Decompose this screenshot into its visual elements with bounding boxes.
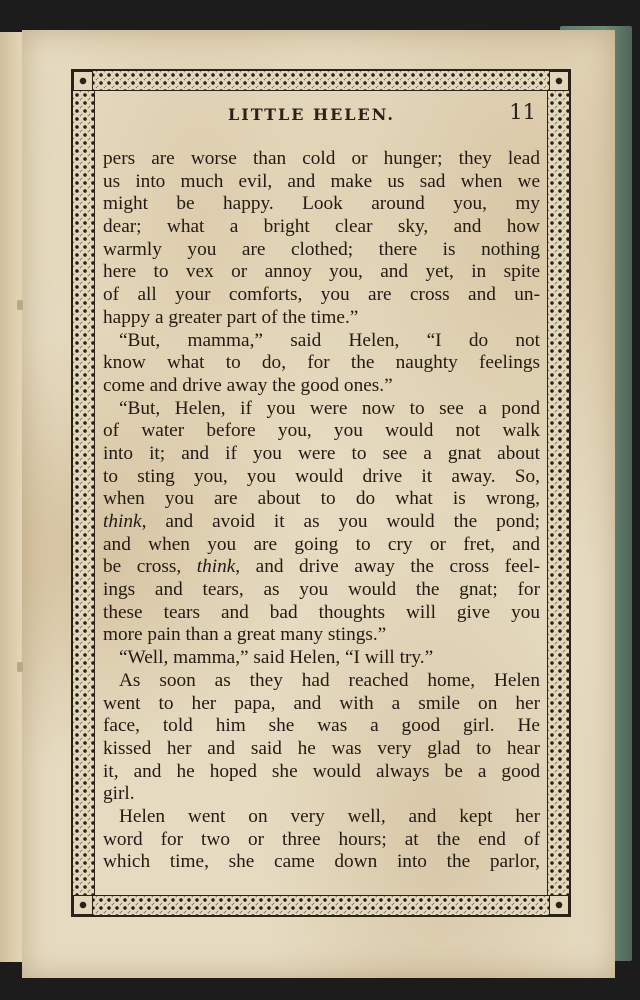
border-corner-ornament: [73, 895, 93, 915]
text-line: face, told him she was a good girl. He: [103, 715, 540, 737]
border-band-left: [73, 91, 95, 895]
text-line: went to her papa, and with a smile on her: [103, 692, 540, 714]
text-line: ings and tears, as you would the gnat; for: [103, 579, 540, 601]
text-line: into it; and if you were to see a gnat about: [103, 442, 540, 464]
text-line: and when you are going to cry or fret, and: [103, 533, 540, 555]
text-line: us into much evil, and make us sad when we: [103, 170, 540, 192]
page-number: 11: [509, 100, 536, 124]
text-line: which time, she came down into the parlor,: [103, 851, 540, 873]
running-header: [100, 100, 540, 130]
text-line: “But, mamma,” said Helen, “I do not: [119, 329, 540, 351]
body-text: [103, 148, 540, 874]
text-line: “Well, mamma,” said Helen, “I will try.”: [119, 647, 434, 669]
text-line: here to vex or annoy you, and yet, in spite: [103, 261, 540, 283]
text-line: come and drive away the good ones.”: [103, 374, 393, 396]
border-corner-ornament: [549, 71, 569, 91]
text-line: of all your comforts, you are cross and un-: [103, 284, 540, 306]
text-line: girl.: [103, 783, 135, 805]
border-band-top: [73, 71, 569, 91]
text-line: warmly you are clothed; there is nothing: [103, 238, 540, 260]
border-corner-ornament: [73, 71, 93, 91]
text-line: kissed her and said he was very glad to hear: [103, 737, 540, 759]
text-line: when you are about to do what is wrong,: [103, 488, 540, 510]
text-line: be cross, think, and drive away the cross feel-: [103, 556, 540, 578]
binding-stitch: [17, 300, 23, 310]
text-line: more pain than a great many stings.”: [103, 624, 387, 646]
text-line: pers are worse than cold or hunger; they lead: [103, 148, 540, 169]
text-line: word for two or three hours; at the end of: [103, 828, 540, 850]
text-line: “But, Helen, if you were now to see a pond: [119, 397, 540, 419]
text-line: think, and avoid it as you would the pond;: [103, 511, 540, 532]
border-band-bottom: [73, 895, 569, 915]
binding-stitch: [17, 662, 23, 672]
emphasis-word: think: [196, 556, 236, 578]
text-line: know what to do, for the naughty feelings: [103, 352, 540, 374]
text-line: dear; what a bright clear sky, and how: [103, 216, 540, 238]
text-line: these tears and bad thoughts will give you: [103, 601, 540, 623]
text-line: it, and he hoped she would always be a good: [103, 760, 540, 782]
text-line: of water before you, you would not walk: [103, 420, 540, 442]
text-line: Helen went on very well, and kept her: [119, 805, 540, 827]
text-line: As soon as they had reached home, Helen: [119, 669, 540, 691]
border-band-right: [547, 91, 569, 895]
border-corner-ornament: [549, 895, 569, 915]
running-title: LITTLE HELEN.: [228, 105, 395, 124]
text-line: might be happy. Look around you, my: [103, 193, 540, 215]
text-line: happy a greater part of the time.”: [103, 306, 359, 328]
text-line: to sting you, you would drive it away. So,: [103, 465, 540, 487]
emphasis-word: think: [103, 511, 142, 532]
